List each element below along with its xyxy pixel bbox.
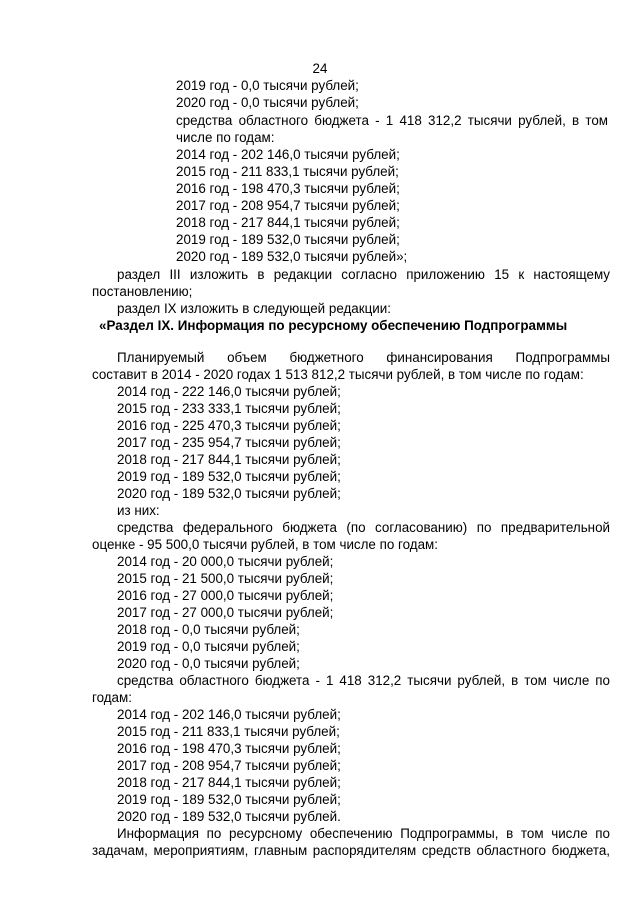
list-item: 2017 год - 27 000,0 тысячи рублей; xyxy=(117,605,334,620)
text-line: 2014 год - 202 146,0 тысячи рублей; xyxy=(176,147,400,162)
list-item: 2018 год - 217 844,1 тысячи рублей; xyxy=(117,452,341,467)
list-item: 2017 год - 235 954,7 тысячи рублей; xyxy=(117,435,341,450)
text-line: 2018 год - 217 844,1 тысячи рублей; xyxy=(176,215,400,230)
intro-line: Планируемый объем бюджетного финансирования Подпрограммы xyxy=(117,350,610,365)
text-line: числе по годам: xyxy=(176,130,275,145)
list-item: 2020 год - 189 532,0 тысячи рублей; xyxy=(117,486,341,501)
federal-budget-line: средства федерального бюджета (по согласованию) по предварительной xyxy=(117,520,610,535)
list-item: 2015 год - 211 833,1 тысячи рублей; xyxy=(117,724,340,739)
text-line: 2020 год - 0,0 тысячи рублей; xyxy=(176,95,359,110)
federal-budget-line: оценке - 95 500,0 тысячи рублей, в том числе по годам: xyxy=(92,537,438,552)
regional-budget-line: средства областного бюджета - 1 418 312,2 тысячи рублей, в том числе по xyxy=(117,673,610,688)
list-item: 2015 год - 233 333,1 тысячи рублей; xyxy=(117,401,341,416)
list-item: 2014 год - 222 146,0 тысячи рублей; xyxy=(117,384,341,399)
text-line: 2015 год - 211 833,1 тысячи рублей; xyxy=(176,164,399,179)
list-item: 2014 год - 202 146,0 тысячи рублей; xyxy=(117,707,341,722)
text-line: 2020 год - 189 532,0 тысячи рублей»; xyxy=(176,249,408,264)
text-line: 2019 год - 0,0 тысячи рублей; xyxy=(176,78,359,93)
list-item: 2019 год - 189 532,0 тысячи рублей; xyxy=(117,792,341,807)
amendment-section-3-cont: постановлению; xyxy=(92,284,193,299)
list-item: 2020 год - 189 532,0 тысячи рублей. xyxy=(117,809,341,824)
list-item: 2016 год - 198 470,3 тысячи рублей; xyxy=(117,741,341,756)
text-line: 2016 год - 198 470,3 тысячи рублей; xyxy=(176,181,400,196)
list-item: 2019 год - 0,0 тысячи рублей; xyxy=(117,639,300,654)
section-title: «Раздел IX. Информация по ресурсному обеспечению Подпрограммы xyxy=(99,318,568,333)
list-item: 2016 год - 225 470,3 тысячи рублей; xyxy=(117,418,341,433)
text-line: 2019 год - 189 532,0 тысячи рублей; xyxy=(176,232,400,247)
text-line: средства областного бюджета - 1 418 312,2 тысячи рублей, в том xyxy=(176,113,608,128)
of-which-label: из них: xyxy=(117,503,160,518)
list-item: 2014 год - 20 000,0 тысячи рублей; xyxy=(117,554,334,569)
closing-line: задачам, мероприятиям, главным распорядителям средств областного бюджета, xyxy=(92,843,610,858)
list-item: 2016 год - 27 000,0 тысячи рублей; xyxy=(117,588,334,603)
list-item: 2019 год - 189 532,0 тысячи рублей; xyxy=(117,469,341,484)
regional-budget-line: годам: xyxy=(92,690,132,705)
amendment-section-3: раздел III изложить в редакции согласно приложению 15 к настоящему xyxy=(117,267,610,282)
closing-line: Информация по ресурсному обеспечению Подпрограммы, в том числе по xyxy=(117,826,610,841)
intro-line: составит в 2014 - 2020 годах 1 513 812,2 тысячи рублей, в том числе по годам: xyxy=(92,367,584,382)
text-line: 2017 год - 208 954,7 тысячи рублей; xyxy=(176,198,400,213)
amendment-section-9: раздел IX изложить в следующей редакции: xyxy=(117,301,391,316)
list-item: 2018 год - 0,0 тысячи рублей; xyxy=(117,622,300,637)
list-item: 2018 год - 217 844,1 тысячи рублей; xyxy=(117,775,341,790)
page-number: 24 xyxy=(312,61,328,76)
list-item: 2017 год - 208 954,7 тысячи рублей; xyxy=(117,758,341,773)
list-item: 2020 год - 0,0 тысячи рублей; xyxy=(117,656,300,671)
list-item: 2015 год - 21 500,0 тысячи рублей; xyxy=(117,571,334,586)
